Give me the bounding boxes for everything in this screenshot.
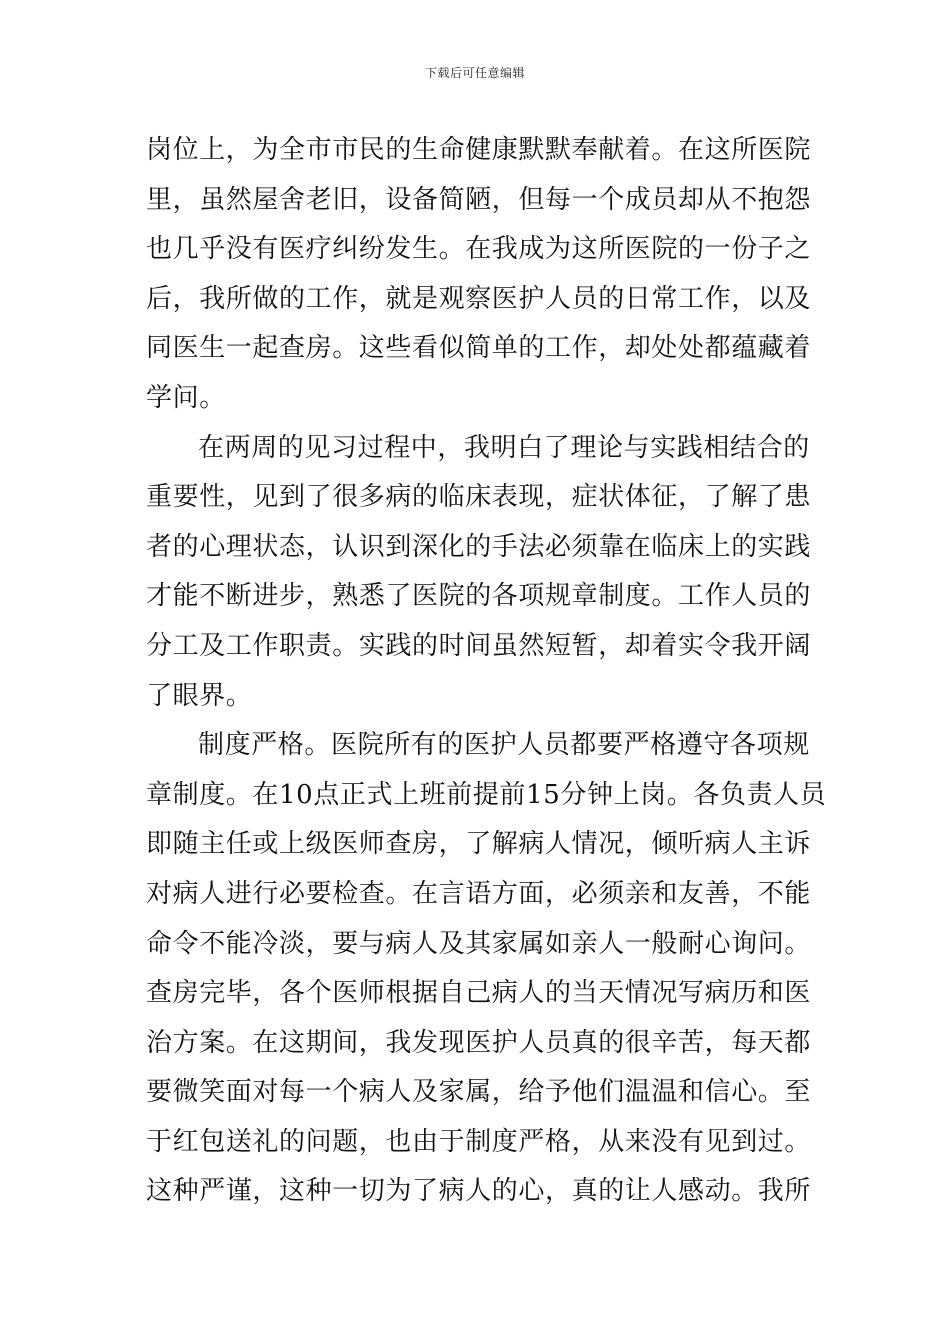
text-line: 重要性，见到了很多病的临床表现，症状体征，了解了患 (146, 482, 812, 513)
text-line: 分工及工作职责。实践的时间虽然短暂，却着实令我开阔 (146, 630, 812, 661)
text-line: 命令不能冷淡，要与病人及其家属如亲人一般耐心询问。 (146, 928, 812, 959)
text-line: 后，我所做的工作，就是观察医护人员的日常工作，以及 (146, 283, 812, 314)
text-line: 治方案。在这期间，我发现医护人员真的很辛苦，每天都 (146, 1027, 812, 1058)
text-line: 里，虽然屋舍老旧，设备简陋，但每一个成员却从不抱怨 (146, 184, 812, 215)
text-line: 了眼界。 (146, 680, 253, 711)
page-header-note: 下载后可任意编辑 (424, 66, 525, 80)
text-line: 查房完毕，各个医师根据自己病人的当天情况写病历和医 (146, 978, 812, 1009)
text-line: 即随主任或上级医师查房，了解病人情况，倾听病人主诉 (146, 829, 812, 860)
text-line: 章制度。在10点正式上班前提前15分钟上岗。各负责人员 (146, 779, 827, 810)
paragraph-first-line: 在两周的见习过程中，我明白了理论与实践相结合的 (198, 432, 810, 463)
text-line: 才能不断进步，熟悉了医院的各项规章制度。工作人员的 (146, 581, 812, 612)
text-line: 要微笑面对每一个病人及家属，给予他们温温和信心。至 (146, 1077, 812, 1108)
text-line: 者的心理状态，认识到深化的手法必须靠在临床上的实践 (146, 531, 812, 562)
text-line: 学问。 (146, 382, 226, 413)
paragraph-first-line: 制度严格。医院所有的医护人员都要严格遵守各项规 (198, 730, 810, 761)
text-line: 也几乎没有医疗纠纷发生。在我成为这所医院的一份子之 (146, 234, 812, 265)
text-line: 对病人进行必要检查。在言语方面，必须亲和友善，不能 (146, 878, 812, 909)
text-line: 岗位上，为全市市民的生命健康默默奉献着。在这所医院 (146, 135, 812, 165)
text-line: 于红包送礼的问题，也由于制度严格，从来没有见到过。 (146, 1126, 812, 1157)
text-line: 这种严谨，这种一切为了病人的心，真的让人感动。我所 (146, 1176, 812, 1207)
document-body (146, 126, 827, 1217)
text-line: 同医生一起查房。这些看似简单的工作，却处处都蕴藏着 (146, 333, 812, 364)
